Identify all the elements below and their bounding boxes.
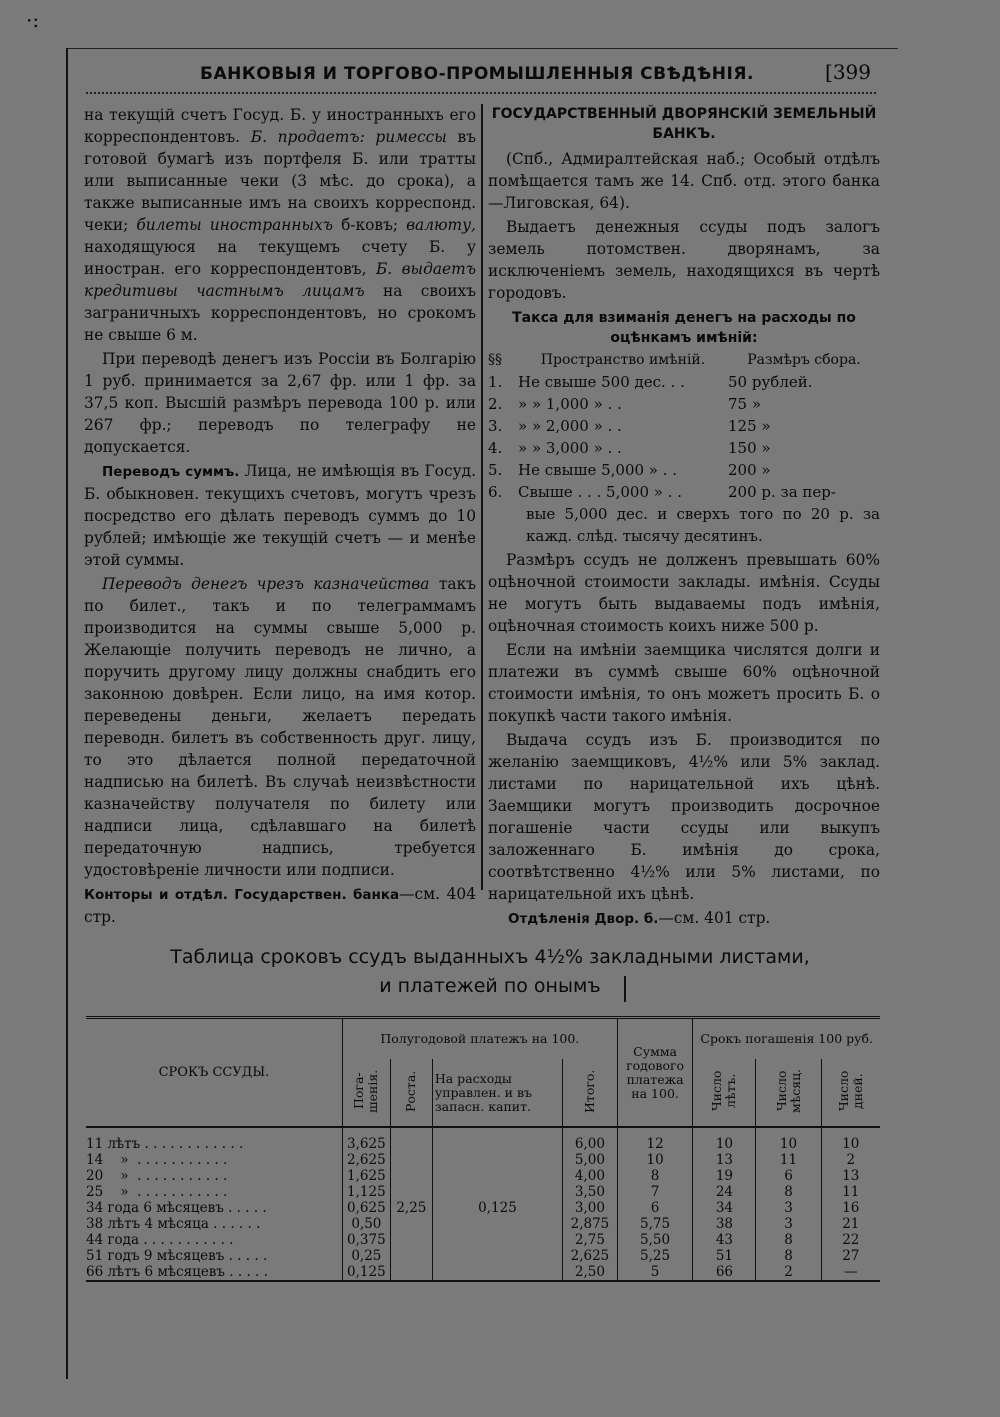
loan-terms-table bbox=[86, 1016, 880, 1282]
table-row: 20 » . . . . . . . . . . . 1,625 4,00 8 19 6 13 bbox=[86, 1168, 880, 1184]
header-expenses: На расходы управлен. и въ запасн. капит. bbox=[432, 1059, 562, 1127]
fee-header: §§ Пространство имѣній. Размѣръ сбора. bbox=[488, 352, 861, 368]
table-title-line1: Таблица сроковъ ссудъ выданныхъ 4½% закладными листами, bbox=[170, 946, 810, 968]
header-months: Число мѣсяц. bbox=[756, 1059, 821, 1127]
sum-transfer-paragraph: Переводъ суммъ. Лица, не имѣющія въ Госуд. Б. обыкновен. текущихъ счетовъ, могутъ чрезъ посредство его дѣлать переводъ суммъ до 10 рублей; имѣющіе же текущій счетъ — и менѣе этой суммы. bbox=[84, 462, 476, 569]
table-row: 11 лѣтъ . . . . . . . . . . . . 3,625 2,25 0,125 6,00 12 10 10 10 bbox=[86, 1127, 880, 1152]
header-rule bbox=[86, 92, 876, 102]
treasury-transfer-paragraph: Переводъ денегъ чрезъ казначейства такъ по билет., такъ и по телеграммамъ производится на суммы свыше 5,000 р. Желающіе получить переводъ не лично, а поручить другому лицу должны снабдить его законною довѣрен. Если лицо, на имя котор. переведены деньги, желаетъ передать переводн. билетъ въ собственность друг. лицу, то это дѣлается полной передаточной надписью на билетѣ. Въ случаѣ неизвѣстности казначейству получателя по билету или надписи лица, сдѣлавшаго на билетѣ передаточную надпись, требуется удостовѣреніе личности или подписи. bbox=[84, 575, 476, 879]
debt-paragraph: Если на имѣніи заемщика числятся долги и платежи въ суммѣ свыше 60% оцѣночной стоимости имѣнія, то онъ можетъ просить Б. о покупкѣ части такого имѣнія. bbox=[488, 641, 880, 725]
column-divider bbox=[481, 104, 483, 890]
table-row: 38 лѣтъ 4 мѣсяца . . . . . . 0,50 2,875 5,75 38 3 21 bbox=[86, 1216, 880, 1232]
fee-row: 1. Не свыше 500 дес. . . 50 рублей. bbox=[488, 373, 813, 391]
table-row: 66 лѣтъ 6 мѣсяцевъ . . . . . 0,125 2,50 5 66 2 — bbox=[86, 1264, 880, 1281]
table-row: 25 » . . . . . . . . . . . 1,125 3,50 7 24 8 11 bbox=[86, 1184, 880, 1200]
header-interest: Роста. bbox=[390, 1059, 432, 1127]
header-repayment: Срокъ погашенія 100 руб. bbox=[693, 1018, 880, 1060]
expenses-cell: 0,125 bbox=[432, 1127, 562, 1281]
vertical-mark bbox=[624, 976, 626, 1002]
page-number: [399 bbox=[825, 60, 871, 84]
corner-mark: ·: bbox=[26, 8, 40, 32]
right-column bbox=[488, 104, 880, 932]
bank-address: (Спб., Адмиралтейская наб.; Особый отдѣлъ помѣщается тамъ же 14. Спб. отд. этого банка—Лиговская, 64). bbox=[488, 150, 880, 212]
table-row: 51 годъ 9 мѣсяцевъ . . . . . 0,25 2,625 5,25 51 8 27 bbox=[86, 1248, 880, 1264]
table-row: 14 » . . . . . . . . . . . 2,625 5,00 10 13 11 2 bbox=[86, 1152, 880, 1168]
header-annual-sum: Сумма годового платежа на 100. bbox=[617, 1018, 693, 1128]
fee-row: 2. » » 1,000 » . . 75 » bbox=[488, 395, 762, 413]
table-row: 44 года . . . . . . . . . . . 0,375 2,75 5,50 43 8 22 bbox=[86, 1232, 880, 1248]
offices-reference: Конторы и отдѣл. Государствен. банка—см. 404 стр. bbox=[84, 885, 476, 926]
branches-reference: Отдѣленія Двор. б.—см. 401 стр. bbox=[508, 909, 771, 927]
fee-row: 3. » » 2,000 » . . 125 » bbox=[488, 417, 771, 435]
header-total: Итого. bbox=[563, 1059, 618, 1127]
header-semiannual: Полугодовой платежъ на 100. bbox=[342, 1018, 617, 1060]
fee-row: 5. Не свыше 5,000 » . . 200 » bbox=[488, 461, 771, 479]
header-years: Число лѣтъ. bbox=[693, 1059, 756, 1127]
table-row: 34 года 6 мѣсяцевъ . . . . . 0,625 3,00 6 34 3 16 bbox=[86, 1200, 880, 1216]
header-days: Число дней. bbox=[821, 1059, 880, 1127]
loans-paragraph: Выдаетъ денежныя ссуды подъ залогъ земель потомствен. дворянамъ, за исключеніемъ земель, находящихся въ чертѣ городовъ. bbox=[488, 218, 880, 302]
page-header bbox=[70, 60, 875, 90]
header-repay: Пога-шенія. bbox=[342, 1059, 390, 1127]
loan-size-paragraph: Размѣръ ссудъ не долженъ превышать 60% оцѣночной стоимости заклады. имѣнія. Ссуды не могутъ быть выдаваемы подъ имѣнія, оцѣночная стоимость коихъ ниже 500 р. bbox=[488, 551, 880, 635]
header-term: СРОКЪ ССУДЫ. bbox=[86, 1018, 342, 1128]
running-title: БАНКОВЫЯ И ТОРГОВО-ПРОМЫШЛЕННЫЯ СВѢДѢНІЯ. bbox=[200, 64, 754, 84]
interest-cell: 2,25 bbox=[390, 1127, 432, 1281]
issue-paragraph: Выдача ссудъ изъ Б. производится по желанію заемщиковъ, 4½% или 5% заклад. листами по нарицательной ихъ цѣнѣ. Заемщики могутъ производить досрочное погашеніе части ссуды или выкупъ заложеннаго Б. имѣнія до срока, соотвѣтственно 4½% или 5% листами, по нарицательной ихъ цѣнѣ. bbox=[488, 731, 880, 903]
fee-title: Такса для взиманія денегъ на расходы по оцѣнкамъ имѣній: bbox=[512, 310, 856, 346]
fee-note: вые 5,000 дес. и сверхъ того по 20 р. за кажд. слѣд. тысячу десятинъ. bbox=[526, 505, 880, 545]
foreign-sales-paragraph: на текущій счетъ Госуд. Б. у иностранныхъ его корреспондентовъ. Б. продаетъ: римессы въ готовой бумагѣ изъ портфеля Б. или тратты или выписанные чеки (3 мѣс. до срока), а также выписанные имъ на своихъ корреспонд. чеки; билеты иностранныхъ б-ковъ; валюту, находящуюся на текущемъ счету Б. у иностран. его корреспондентовъ, Б. выдаетъ кредитивы частнымъ лицамъ на своихъ заграничныхъ корреспондентовъ, но срокомъ не свыше 6 м. bbox=[84, 106, 477, 344]
fee-row: 6. Свыше . . . 5,000 » . . 200 р. за пер- bbox=[488, 483, 836, 501]
left-column bbox=[84, 104, 476, 930]
bulgaria-transfer-paragraph: При переводѣ денегъ изъ Россіи въ Болгарію 1 руб. принимается за 2,67 фр. или 1 фр. за 37,5 коп. Высшій размѣръ перевода 100 р. или 267 фр.; переводъ по телеграфу не допускается. bbox=[84, 350, 476, 456]
table-title-line2: и платежей по онымъ bbox=[379, 975, 601, 997]
bank-title: ГОСУДАРСТВЕННЫЙ ДВОРЯНСКІЙ ЗЕМЕЛЬНЫЙ БАНКЪ. bbox=[491, 106, 877, 142]
fee-row: 4. » » 3,000 » . . 150 » bbox=[488, 439, 771, 457]
